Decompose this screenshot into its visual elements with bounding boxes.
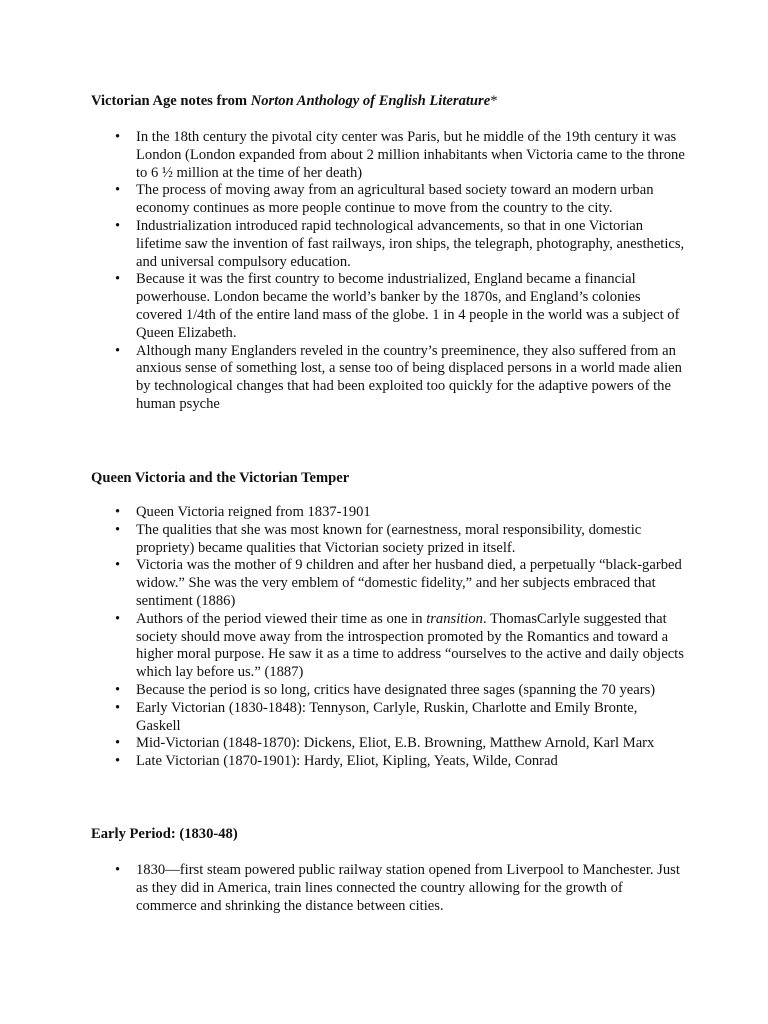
bullet-list-queen-victoria [115, 504, 685, 771]
bullet-icon: • [115, 129, 121, 145]
list-item [115, 343, 685, 414]
heading-asterisk: * [490, 93, 498, 109]
list-item [115, 735, 685, 753]
list-item-text: In the 18th century the pivotal city center was Paris, but he middle of the 19th century it was London (London expanded from about 2 million inhabitants when Victoria came to the throne to 6 ½ million at the time of her death) [136, 129, 685, 181]
section-heading-victorian-age [91, 93, 498, 111]
list-item [115, 557, 685, 610]
bullet-icon: • [115, 342, 121, 359]
list-item-text: Queen Victoria reigned from 1837-1901 [136, 504, 371, 520]
section-heading-queen-victoria: Queen Victoria and the Victorian Temper [91, 470, 350, 486]
list-item-text: Victoria was the mother of 9 children and after her husband died, a perpetually “black-garbed widow.” She was the very emblem of “domestic fidelity,” and her subjects embraced that sentiment (1886) [136, 557, 682, 609]
list-item-text: The qualities that she was most known for (earnestness, moral responsibility, domestic propriety) became qualities that Victorian society prized in itself. [136, 521, 642, 556]
list-item [115, 218, 685, 271]
list-item [115, 182, 685, 218]
bullet-icon: • [115, 753, 121, 770]
heading-book-title: Norton Anthology of English Literature [250, 93, 491, 109]
list-item-text: Early Victorian (1830-1848): Tennyson, Carlyle, Ruskin, Charlotte and Emily Bronte, Gaskell [136, 699, 638, 734]
list-item [115, 753, 685, 771]
list-item [115, 129, 685, 182]
list-item [115, 522, 685, 558]
bullet-list-early-period [115, 862, 685, 915]
list-item-text: Because it was the first country to become industrialized, England became a financial powerhouse. London became the world’s banker by the 1870s, and England’s colonies covered 1/4th of the entire land mass of the globe. 1 in 4 people in the world was a subject of Queen Elizabeth. [136, 271, 680, 341]
bullet-icon: • [115, 681, 121, 698]
transition-emphasis: transition [426, 610, 483, 627]
bullet-icon: • [115, 271, 121, 288]
list-item-text: Industrialization introduced rapid technological advancements, so that in one Victorian lifetime saw the invention of fast railways, iron ships, the telegraph, photography, anesthetics, and universal compulsory education. [136, 217, 685, 270]
heading-prefix: Victorian Age notes from [91, 93, 251, 109]
section-heading-early-period: Early Period: (1830-48) [91, 826, 238, 842]
transition-text-before: Authors of the period viewed their time as one in [136, 610, 427, 627]
list-item [115, 682, 685, 700]
list-item [115, 271, 685, 342]
list-item-text: The process of moving away from an agricultural based society toward an modern urban economy continues as more people continue to move from the country to the city. [136, 182, 654, 217]
bullet-icon: • [115, 182, 121, 199]
list-item [115, 700, 685, 736]
bullet-icon: • [115, 557, 121, 574]
list-item [115, 504, 685, 522]
transition-text-after: . ThomasCarlyle suggested that society should move away from the introspection promoted by the Romantics and toward a higher moral purpose. He saw it as a time to address “ourselves to the active and daily objects which lay before us.” (1887) [136, 610, 684, 681]
list-item [115, 611, 685, 682]
bullet-icon: • [115, 217, 121, 234]
list-item-text: Late Victorian (1870-1901): Hardy, Eliot, Kipling, Yeats, Wilde, Conrad [136, 753, 558, 770]
bullet-icon: • [115, 862, 121, 878]
list-item-text: Because the period is so long, critics have designated three sages (spanning the 70 years) [136, 681, 656, 698]
bullet-icon: • [115, 699, 121, 716]
bullet-icon: • [115, 521, 121, 538]
list-item-text: Although many Englanders reveled in the country’s preeminence, they also suffered from an anxious sense of something lost, a sense too of being displaced persons in a world made alien by technological changes that had been exploited too quickly for the adaptive powers of the human psyche [136, 342, 682, 412]
list-item-text: 1830—first steam powered public railway station opened from Liverpool to Manchester. Just as they did in America, train lines connected the country allowing for the growth of commerce and shrinking the distance between cities. [136, 862, 680, 914]
bullet-icon: • [115, 504, 121, 520]
list-item-text: Mid-Victorian (1848-1870): Dickens, Eliot, E.B. Browning, Matthew Arnold, Karl Marx [136, 735, 655, 752]
list-item-text-transition [136, 611, 684, 680]
bullet-icon: • [115, 735, 121, 752]
bullet-list-victorian-age [115, 129, 685, 414]
bullet-icon: • [115, 610, 121, 627]
list-item [115, 862, 685, 915]
